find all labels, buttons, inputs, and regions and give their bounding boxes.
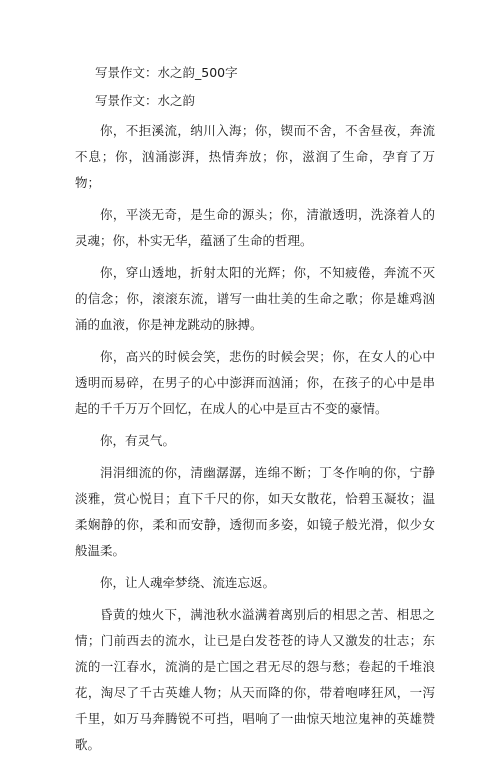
paragraph-7: 你，让人魂牵梦绕、流连忘返。 <box>100 575 276 590</box>
document-subheading: 写景作文：水之韵 <box>95 93 196 108</box>
paragraph-6: 涓涓细流的你，清幽潺潺，连绵不断；丁冬作响的你，宁静淡雅，赏心悦目；直下千尺的你，如天女散花，恰碧玉凝妆；温柔娴静的你，柔和而安静，透彻而多姿，如镜子般光滑，似少女般温柔。 <box>75 465 435 558</box>
paragraph-5: 你，有灵气。 <box>100 433 176 448</box>
paragraph-8: 昏黄的烛火下，满池秋水溢满着离别后的相思之苦、相思之情；门前西去的流水，让已是白发苍苍的诗人又激发的壮志；东流的一江春水，流淌的是亡国之君无尽的怨与愁；卷起的千堆浪花，淘尽了千古英雄人物；从天而降的你，带着咆哮狂风，一泻千里，如万马奔腾锐不可挡，唱响了一曲惊天地泣鬼神的英雄赞歌。 <box>75 607 435 752</box>
document-page <box>75 62 435 764</box>
paragraph-3: 你，穿山透地，折射太阳的光辉；你，不知疲倦，奔流不灭的信念；你，滚滚东流，谱写一曲壮美的生命之歌；你是雄鸡汹涌的血液，你是神龙跳动的脉搏。 <box>75 265 435 332</box>
paragraph-2: 你，平淡无奇，是生命的源头；你，清澈透明，洗涤着人的灵魂；你，朴实无华，蕴涵了生命的哲理。 <box>75 207 435 248</box>
paragraph-1: 你，不拒溪流，纳川入海；你，锲而不舍，不舍昼夜，奔流不息；你，汹涌澎湃，热情奔放；你，滋润了生命，孕育了万物； <box>75 123 435 190</box>
paragraph-4: 你，高兴的时候会笑，悲伤的时候会哭；你，在女人的心中透明而易碎，在男子的心中澎湃而汹涌；你，在孩子的心中是串起的千千万万个回忆，在成人的心中是亘古不变的豪情。 <box>75 349 435 416</box>
document-heading: 写景作文：水之韵_500字 <box>95 65 238 80</box>
